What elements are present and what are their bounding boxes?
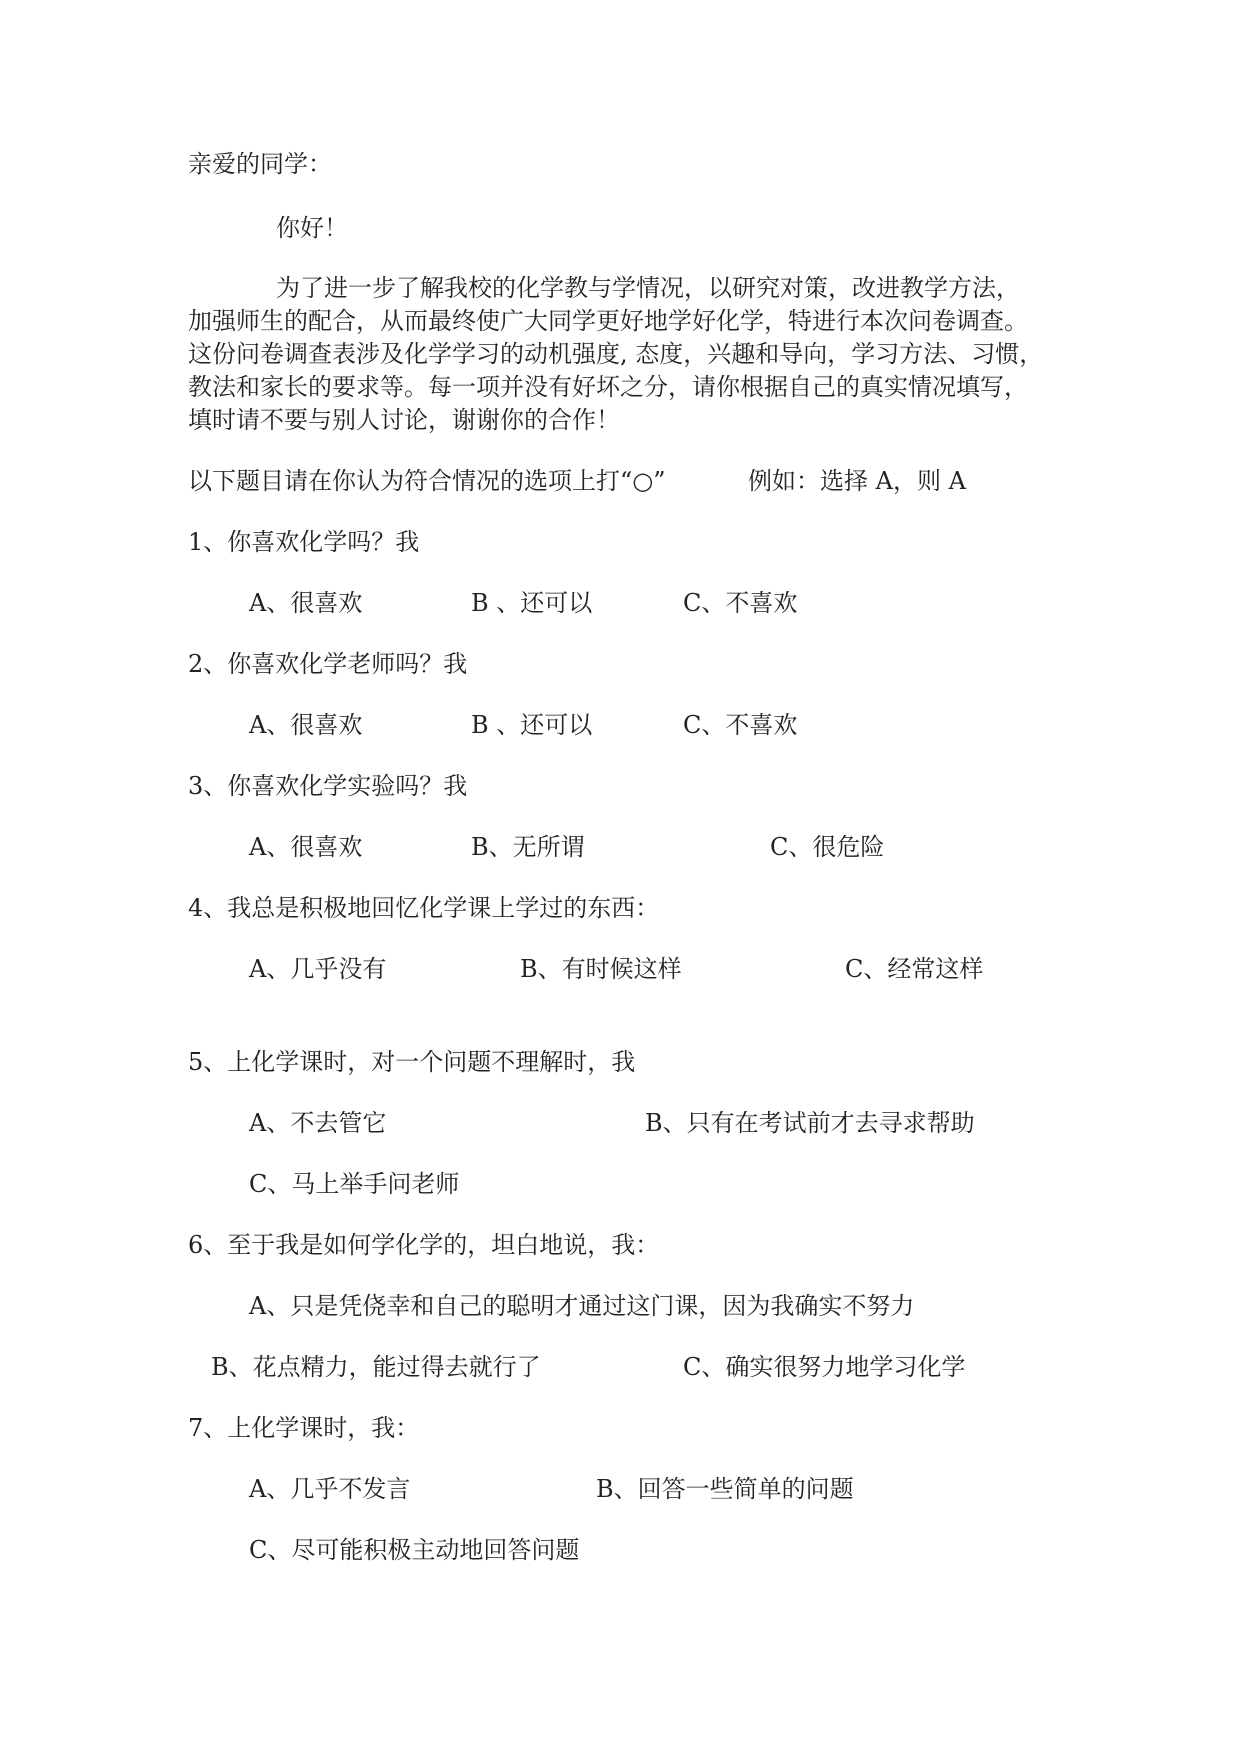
instruction-example: 例如：选择 A，则 A (748, 467, 966, 495)
option-a: A、很喜欢 (249, 711, 363, 739)
question-stem: 5、上化学课时，对一个问题不理解时，我 (188, 1048, 636, 1076)
option-c: C、经常这样 (845, 955, 984, 983)
question-stem: 4、我总是积极地回忆化学课上学过的东西： (188, 894, 660, 922)
option-c: C、不喜欢 (683, 589, 798, 617)
option-b: B、有时候这样 (520, 955, 682, 983)
option-b: B、回答一些简单的问题 (596, 1475, 854, 1503)
hello-line: 你好！ (276, 214, 348, 242)
intro-line: 教法和家长的要求等。每一项并没有好坏之分，请你根据自己的真实情况填写， (188, 373, 1028, 401)
question-stem: 1、你喜欢化学吗？我 (188, 528, 420, 556)
intro-line: 填时请不要与别人讨论，谢谢你的合作！ (188, 406, 620, 434)
option-b: B、花点精力，能过得去就行了 (211, 1353, 541, 1381)
option-c: C、尽可能积极主动地回答问题 (249, 1536, 580, 1564)
intro-line: 为了进一步了解我校的化学教与学情况，以研究对策，改进教学方法， (276, 274, 1020, 302)
intro-line: 加强师生的配合，从而最终使广大同学更好地学好化学，特进行本次问卷调查。 (188, 307, 1028, 335)
instruction-text: 以下题目请在你认为符合情况的选项上打“○” (188, 467, 666, 495)
option-b: B 、还可以 (471, 589, 593, 617)
option-a: A、只是凭侥幸和自己的聪明才通过这门课，因为我确实不努力 (249, 1292, 915, 1320)
question-stem: 6、至于我是如何学化学的，坦白地说，我： (188, 1231, 660, 1259)
option-c: C、不喜欢 (683, 711, 798, 739)
option-a: A、几乎没有 (249, 955, 387, 983)
option-b: B 、还可以 (471, 711, 593, 739)
option-c: C、确实很努力地学习化学 (683, 1353, 966, 1381)
question-stem: 3、你喜欢化学实验吗？我 (188, 772, 468, 800)
intro-line: 这份问卷调查表涉及化学学习的动机强度, 态度，兴趣和导向，学习方法、习惯， (188, 340, 1044, 368)
intro-paragraph (188, 272, 1068, 437)
question-stem: 7、上化学课时，我： (188, 1414, 420, 1442)
option-a: A、很喜欢 (249, 589, 363, 617)
option-a: A、几乎不发言 (249, 1475, 411, 1503)
option-b: B、无所谓 (471, 833, 585, 861)
option-a: A、不去管它 (249, 1109, 387, 1137)
option-c: C、马上举手问老师 (249, 1170, 460, 1198)
question-stem: 2、你喜欢化学老师吗？我 (188, 650, 468, 678)
option-b: B、只有在考试前才去寻求帮助 (645, 1109, 975, 1137)
greeting: 亲爱的同学： (188, 150, 332, 178)
option-c: C、很危险 (770, 833, 885, 861)
option-a: A、很喜欢 (249, 833, 363, 861)
